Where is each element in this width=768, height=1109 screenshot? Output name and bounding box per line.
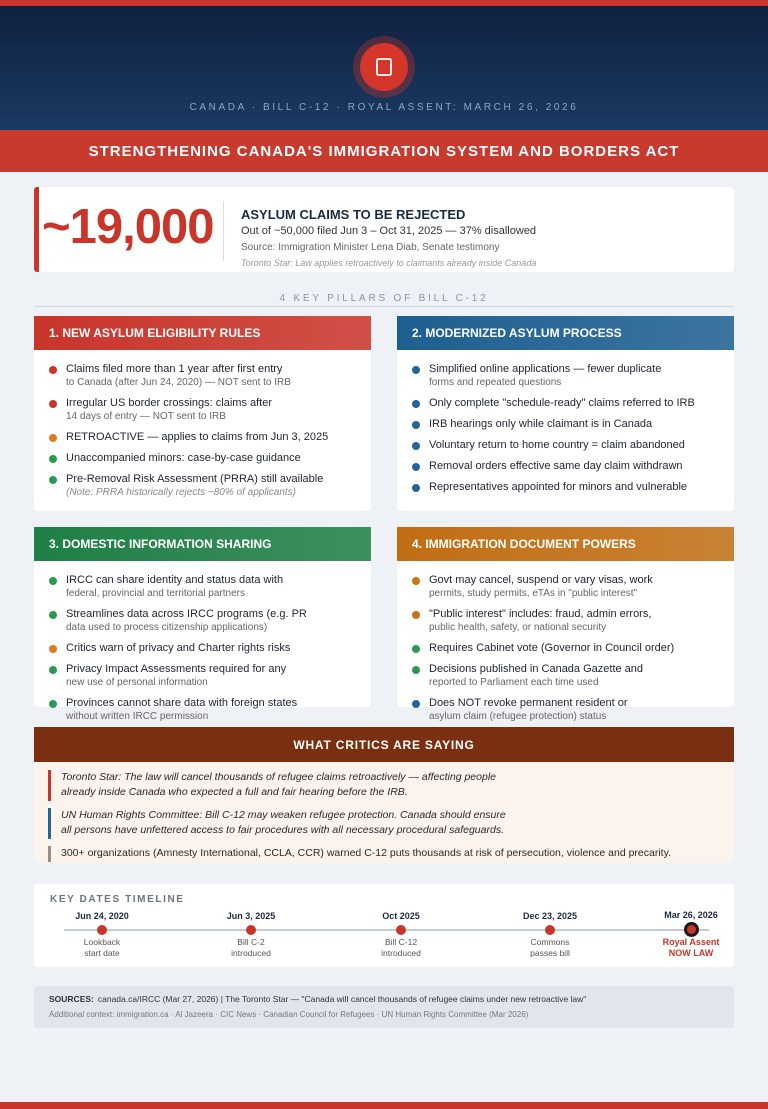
bullet-dot-icon [412, 421, 420, 429]
bullet-dot-icon [412, 366, 420, 374]
list-item-main: IRCC can share identity and status data with [66, 574, 284, 586]
timeline-label [636, 937, 746, 959]
list-item [49, 430, 357, 444]
list-item [49, 451, 357, 465]
list-item-sub: to Canada (after Jun 24, 2020) — NOT sent to IRB [66, 377, 291, 388]
list-item-text [66, 430, 328, 444]
list-item [49, 472, 357, 499]
bullet-dot-icon [412, 400, 420, 408]
pillar-card-3 [34, 527, 371, 722]
pillar-card-4 [397, 527, 734, 722]
bullet-dot-icon [412, 463, 420, 471]
list-item-sub: without written IRCC permission [66, 711, 209, 722]
list-item-text [66, 396, 272, 423]
bullet-dot-icon [412, 577, 420, 585]
list-item-sub: reported to Parliament each time used [429, 677, 599, 688]
list-item-main: Irregular US border crossings: claims after [66, 397, 273, 409]
timeline-event [196, 884, 306, 967]
timeline-event [636, 884, 746, 967]
list-item-main: Voluntary return to home country = claim abandoned [429, 439, 685, 451]
list-item-sub: (Note: PRRA historically rejects ~80% of applicants) [66, 487, 296, 498]
list-item-main: Pre-Removal Risk Assessment (PRRA) still available [66, 473, 324, 485]
list-item-text [66, 607, 307, 634]
bullet-dot-icon [49, 577, 57, 585]
timeline-label-line: Lookback [83, 937, 121, 947]
timeline-label-line: Commons [530, 937, 570, 947]
list-item [412, 480, 720, 494]
timeline-marker [545, 925, 555, 935]
list-item-main: Does NOT revoke permanent resident or [429, 697, 628, 709]
list-item [49, 662, 357, 689]
timeline-date: Mar 26, 2026 [664, 910, 718, 920]
list-item-text [429, 480, 687, 494]
timeline-label-line: introduced [231, 948, 271, 958]
stat-big-number: ~19,000 [42, 200, 214, 254]
pillars-divider [34, 306, 734, 307]
bullet-dot-icon [412, 645, 420, 653]
timeline-marker [396, 925, 406, 935]
critic-quote-line: all persons have unfettered access to fair procedures with all necessary procedural safeguards. [61, 824, 504, 836]
bullet-dot-icon [412, 666, 420, 674]
list-item-sub: public health, safety, or national security [429, 622, 607, 633]
headline-stat-card [34, 187, 734, 272]
timeline-label-line: Bill C-12 [384, 937, 418, 947]
bottom-accent-strip [0, 1102, 768, 1109]
timeline-event [346, 884, 456, 967]
bullet-dot-icon [49, 666, 57, 674]
pillar-card-title: 1. NEW ASYLUM ELIGIBILITY RULES [34, 316, 371, 350]
list-item-sub: new use of personal information [66, 677, 208, 688]
list-item-sub: asylum claim (refugee protection) status [429, 711, 607, 722]
list-item-main: Simplified online applications — fewer duplicate [429, 363, 662, 375]
list-item-text [429, 641, 674, 655]
bullet-dot-icon [49, 366, 57, 374]
timeline-label [346, 937, 456, 959]
list-item-sub: permits, study permits, eTAs in "public interest" [429, 588, 638, 599]
timeline-label [196, 937, 306, 959]
list-item [412, 417, 720, 431]
list-item-text [429, 459, 683, 473]
pillar-card-body [397, 561, 734, 723]
timeline-marker [246, 925, 256, 935]
list-item-sub: forms and repeated questions [429, 377, 562, 388]
list-item-sub: data used to process citizenship applications) [66, 622, 268, 633]
timeline-title: KEY DATES TIMELINE [50, 894, 185, 905]
stat-divider [223, 201, 224, 261]
list-item [412, 607, 720, 634]
list-item-text [429, 438, 685, 452]
critic-quote [48, 846, 671, 862]
list-item-main: Representatives appointed for minors and vulnerable [429, 481, 688, 493]
timeline-event [495, 884, 605, 967]
pillar-card-body [397, 350, 734, 494]
list-item-main: Only complete "schedule-ready" claims referred to IRB [429, 397, 695, 409]
list-item-main: Streamlines data across IRCC programs (e.g. PR [66, 608, 307, 620]
stat-note: Toronto Star: Law applies retroactively to claimants already inside Canada [241, 258, 537, 268]
timeline-label-line: Royal Assent [662, 937, 720, 947]
bullet-dot-icon [412, 484, 420, 492]
list-item-main: Critics warn of privacy and Charter rights risks [66, 642, 291, 654]
page-title: STRENGTHENING CANADA'S IMMIGRATION SYSTEM AND BORDERS ACT [0, 130, 768, 172]
timeline-label-line: start date [84, 948, 120, 958]
list-item [412, 662, 720, 689]
sources-panel [34, 986, 734, 1028]
bullet-dot-icon [49, 700, 57, 708]
timeline-panel [34, 884, 734, 967]
list-item-text [429, 573, 653, 600]
list-item [49, 396, 357, 423]
list-item-main: Requires Cabinet vote (Governor in Council order) [429, 642, 675, 654]
list-item-main: Privacy Impact Assessments required for any [66, 663, 287, 675]
timeline-date: Jun 24, 2020 [75, 911, 129, 921]
critic-quote [48, 808, 506, 839]
pillar-card-1 [34, 316, 371, 511]
pillar-card-title: 3. DOMESTIC INFORMATION SHARING [34, 527, 371, 561]
list-item [49, 641, 357, 655]
list-item-text [66, 662, 286, 689]
list-item-text [429, 662, 643, 689]
pillar-card-body [34, 350, 371, 499]
timeline-marker [97, 925, 107, 935]
list-item-main: Decisions published in Canada Gazette and [429, 663, 644, 675]
list-item-main: Govt may cancel, suspend or vary visas, work [429, 574, 653, 586]
bullet-dot-icon [412, 611, 420, 619]
list-item-text [429, 396, 695, 410]
bullet-dot-icon [49, 455, 57, 463]
list-item [412, 641, 720, 655]
list-item [412, 573, 720, 600]
hero-banner [0, 6, 768, 130]
bullet-dot-icon [49, 645, 57, 653]
list-item [412, 696, 720, 723]
critic-quote-line: 300+ organizations (Amnesty International, CCLA, CCR) warned C-12 puts thousands at risk of persecution, violence and precarity. [61, 847, 671, 859]
list-item-main: "Public interest" includes: fraud, admin errors, [429, 608, 652, 620]
list-item [412, 396, 720, 410]
critic-quote-line: Toronto Star: The law will cancel thousands of refugee claims retroactively — affecting people [61, 771, 497, 783]
list-item [49, 362, 357, 389]
sources-primary [49, 994, 586, 1004]
list-item-text [429, 696, 628, 723]
list-item [412, 459, 720, 473]
critics-panel [34, 727, 734, 863]
maple-leaf-icon [375, 57, 393, 77]
list-item-sub: 14 days of entry — NOT sent to IRB [66, 411, 226, 422]
timeline-label-line: NOW LAW [668, 948, 714, 958]
list-item-text [429, 417, 652, 431]
list-item-main: Removal orders effective same day claim withdrawn [429, 460, 683, 472]
timeline-label [47, 937, 157, 959]
list-item-main: IRB hearings only while claimant is in Canada [429, 418, 653, 430]
list-item-text [429, 362, 661, 389]
list-item [412, 362, 720, 389]
timeline-event [47, 884, 157, 967]
list-item-text [66, 362, 291, 389]
list-item-main: Provinces cannot share data with foreign states [66, 697, 298, 709]
list-item-text [66, 573, 283, 600]
timeline-label-line: Bill C-2 [237, 937, 265, 947]
stat-source: Source: Immigration Minister Lena Diab, Senate testimony [241, 242, 500, 253]
pillars-section-label: 4 KEY PILLARS OF BILL C-12 [279, 293, 489, 304]
list-item-text [66, 451, 301, 465]
timeline-date: Oct 2025 [382, 911, 420, 921]
timeline-label-line: introduced [381, 948, 421, 958]
list-item-text [66, 696, 297, 723]
hero-subtitle: CANADA · BILL C-12 · ROYAL ASSENT: MARCH 26, 2026 [189, 102, 579, 113]
critic-quote-line: already inside Canada who expected a full and fair hearing before the IRB. [61, 786, 408, 798]
timeline-date: Jun 3, 2025 [226, 911, 276, 921]
list-item [49, 607, 357, 634]
pillar-card-title: 2. MODERNIZED ASYLUM PROCESS [397, 316, 734, 350]
emblem-badge [360, 43, 408, 91]
list-item-text [66, 472, 323, 499]
bullet-dot-icon [49, 400, 57, 408]
bullet-dot-icon [49, 476, 57, 484]
pillar-card-body [34, 561, 371, 723]
pillar-card-title: 4. IMMIGRATION DOCUMENT POWERS [397, 527, 734, 561]
list-item-main: Unaccompanied minors: case-by-case guidance [66, 452, 301, 464]
list-item-sub: federal, provincial and territorial partners [66, 588, 245, 599]
list-item-main: RETROACTIVE — applies to claims from Jun 3, 2025 [66, 431, 329, 443]
bullet-dot-icon [49, 434, 57, 442]
critics-title: WHAT CRITICS ARE SAYING [34, 727, 734, 762]
timeline-label-line: passes bill [530, 948, 570, 958]
sources-label: SOURCES: [49, 994, 94, 1004]
list-item [49, 573, 357, 600]
bullet-dot-icon [49, 611, 57, 619]
list-item [412, 438, 720, 452]
bullet-dot-icon [412, 442, 420, 450]
bullet-dot-icon [412, 700, 420, 708]
critic-quote-line: UN Human Rights Committee: Bill C-12 may weaken refugee protection. Canada should ensure [61, 809, 506, 821]
pillar-card-2 [397, 316, 734, 511]
list-item-main: Claims filed more than 1 year after first entry [66, 363, 283, 375]
stat-detail: Out of ~50,000 filed Jun 3 – Oct 31, 2025 — 37% disallowed [241, 225, 537, 237]
list-item-text [66, 641, 290, 655]
sources-text: canada.ca/IRCC (Mar 27, 2026) | The Toronto Star — "Canada will cancel thousands of refugee claims under new retroactive law" [97, 994, 587, 1004]
timeline-marker [684, 922, 699, 937]
stat-title: ASYLUM CLAIMS TO BE REJECTED [241, 207, 466, 222]
timeline-label [495, 937, 605, 959]
list-item [49, 696, 357, 723]
list-item-text [429, 607, 651, 634]
stat-accent-bar [34, 187, 39, 272]
critic-quote [48, 770, 496, 801]
timeline-date: Dec 23, 2025 [522, 911, 578, 921]
sources-additional: Additional context: immigration.ca · Al Jazeera · CIC News · Canadian Council for Refugees · UN Human Rights Committee (Mar 2026) [49, 1010, 529, 1019]
